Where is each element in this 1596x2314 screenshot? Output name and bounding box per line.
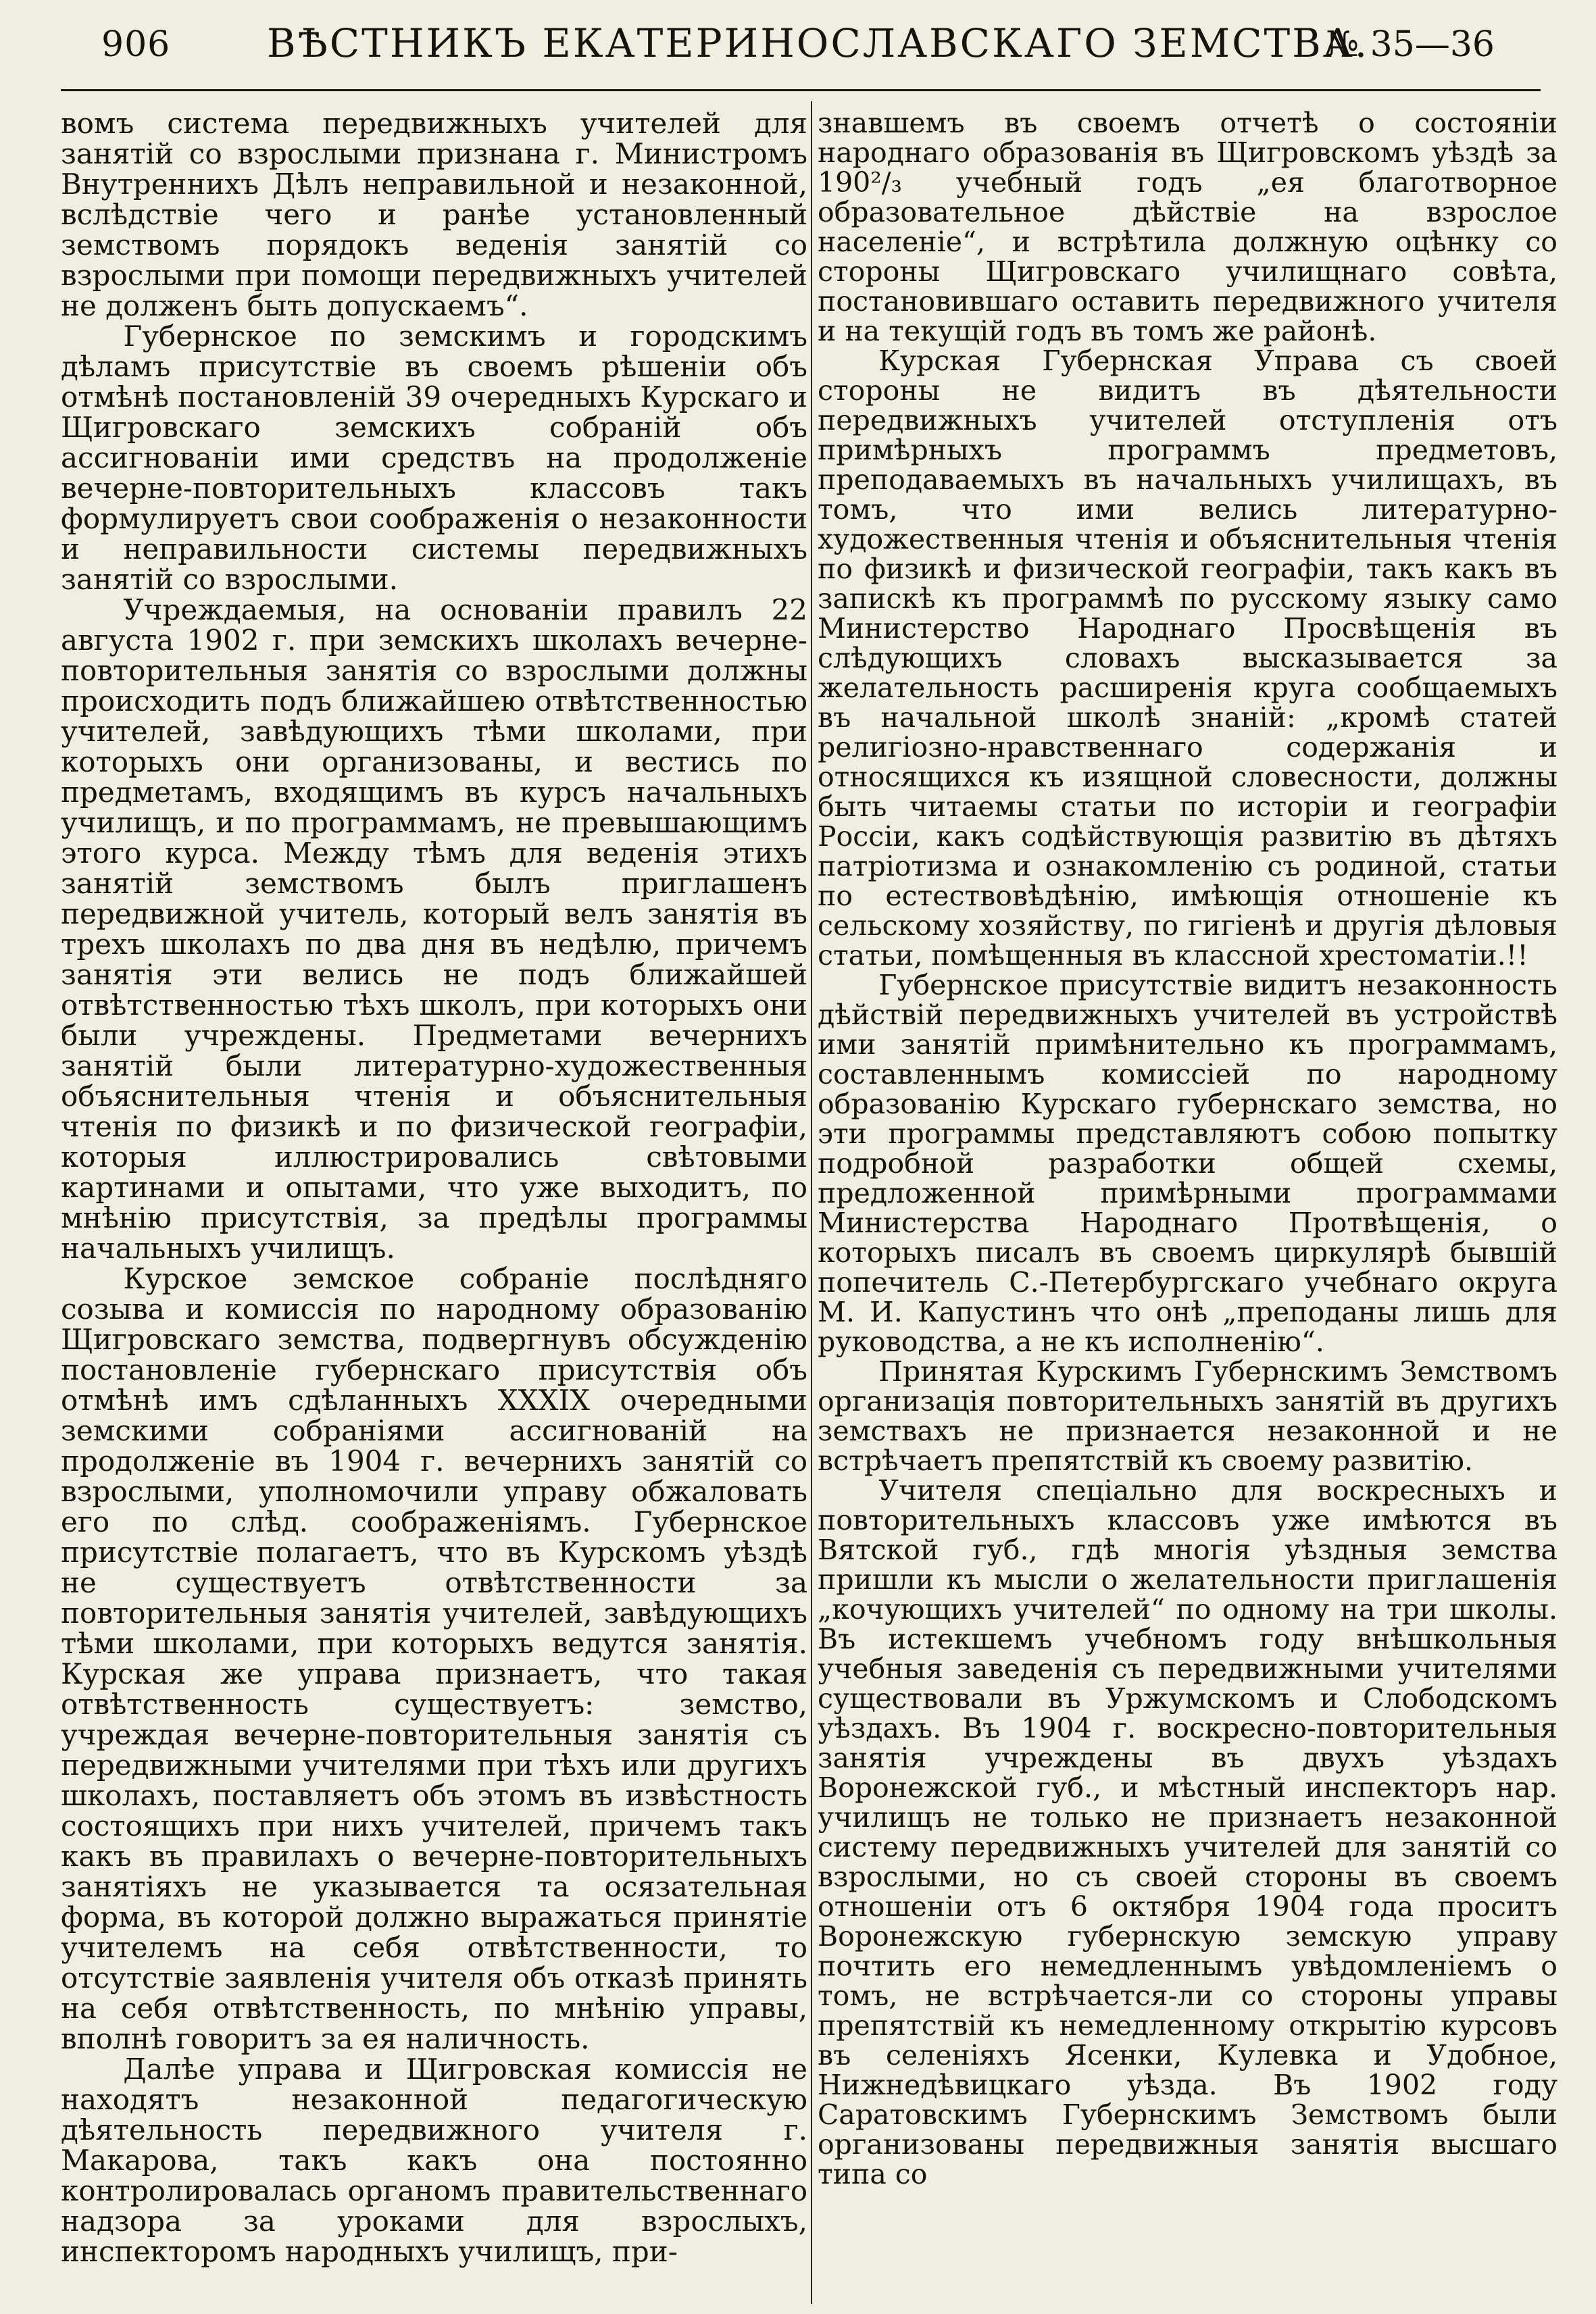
left-column [61, 108, 807, 2284]
right-paragraph-3: Губернское присутствіе видитъ незаконность дѣйствій передвижныхъ учителей въ устройствѣ ими занятій примѣнительно къ программамъ, составленнымъ комиссіей по народному образованію Курскаго губернскаго земства, но эти программы представляютъ собою попытку подробной разработки общей схемы, предложенной примѣрными программами Министерства Народнаго Протвѣщенія, о которыхъ писалъ въ своемъ циркулярѣ бывшій попечитель С.-Петербургскаго учебнаго округа М. И. Капустинъ что онѣ „преподаны лишь для руководства, а не къ исполненію“. [818, 969, 1557, 1358]
right-paragraph-1: знавшемъ въ своемъ отчетѣ о состояніи народнаго образованія въ Щигровскомъ уѣздѣ за 190²/₃ учебный годъ „ея благотворное образовательное дѣйствіе на взрослое населеніе“, и встрѣтила должную оцѣнку со стороны Щигровскаго училищнаго совѣта, постановившаго оставить передвижного учителя и на текущій годъ въ томъ же районѣ. [818, 108, 1557, 347]
right-paragraph-5: Учителя спеціально для воскресныхъ и повторительныхъ классовъ уже имѣются въ Вятской губ., гдѣ многія уѣздныя земства пришли къ мысли о желательности приглашенія „кочующихъ учителей“ по одному на три школы. Въ истекшемъ учебномъ году внѣшкольныя учебныя заведенія съ передвижными учителями существовали въ Уржумскомъ и Слободскомъ уѣздахъ. Въ 1904 г. воскресно-повторительныя занятія учреждены въ двухъ уѣздахъ Воронежской губ., и мѣстный инспекторъ нар. училищъ не только не признаетъ незаконной систему передвижныхъ учителей для занятій со взрослыми, но съ своей стороны въ своемъ отношеніи отъ 6 октября 1904 года проситъ Воронежскую губернскую земскую управу почтить его немедленнымъ увѣдомленіемъ о томъ, не встрѣчается-ли со стороны управы препятствій къ немедленному открытію курсовъ въ селеніяхъ Ясенки, Кулевка и Удобное, Нижнедѣвицкаго уѣзда. Въ 1902 году Саратовскимъ Губернскимъ Земствомъ были организованы передвижныя занятія высшаго типа со [818, 1474, 1557, 2190]
left-paragraph-3: Учреждаемыя, на основаніи правилъ 22 августа 1902 г. при земскихъ школахъ вечерне-повторительныя занятія со взрослыми должны происходить подъ ближайшею отвѣтственностью учителей, завѣдующихъ тѣми школами, при которыхъ они организованы, и вестись по предметамъ, входящимъ въ курсъ начальныхъ училищъ, и по программамъ, не превышающимъ этого курса. Между тѣмъ для веденія этихъ занятій земствомъ былъ приглашенъ передвижной учитель, который велъ занятія въ трехъ школахъ по два дня въ недѣлю, причемъ занятія эти велись не подъ ближайшей отвѣтственностью тѣхъ школъ, при которыхъ они были учреждены. Предметами вечернихъ занятій были литературно-художественныя объяснительныя чтенія и объяснительныя чтенія по физикѣ и по физической географіи, которыя иллюстрировались свѣтовыми картинами и опытами, что уже выходитъ, по мнѣнію присутствія, за предѣлы программы начальныхъ училищъ. [61, 593, 807, 1265]
left-paragraph-4: Курское земское собраніе послѣдняго созыва и комиссія по народному образованію Щигровскаго земства, подвергнувъ обсужденію постановленіе губернскаго присутствія объ отмѣнѣ имъ сдѣланныхъ XXXIX очередными земскими собраніями ассигнованій на продолженіе въ 1904 г. вечернихъ занятій со взрослыми, уполномочили управу обжаловать его по слѣд. соображеніямъ. Губернское присутствіе полагаетъ, что въ Курскомъ уѣздѣ не существуетъ отвѣтственности за повторительныя занятія учителей, завѣдующихъ тѣми школами, при которыхъ ведутся занятія. Курская же управа признаетъ, что такая отвѣтственность существуетъ: земство, учреждая вечерне-повторительныя занятія съ передвижными учителями при тѣхъ или другихъ школахъ, поставляетъ объ этомъ въ извѣстность состоящихъ при нихъ учителей, причемъ такъ какъ въ правилахъ о вечерне-повторительныхъ занятіяхъ не указывается та осязательная форма, въ которой должно выражаться принятіе учителемъ на себя отвѣтственности, то отсутствіе заявленія учителя объ отказѣ принять на себя отвѣтственность, по мнѣнію управы, вполнѣ говоритъ за ея наличность. [61, 1262, 807, 2055]
right-column [818, 108, 1557, 2284]
journal-title: ВѢСТНИКЪ ЕКАТЕРИНОСЛАВСКАГО ЗЕМСТВА. [267, 20, 1370, 66]
left-paragraph-2: Губернское по земскимъ и городскимъ дѣламъ присутствіе въ своемъ рѣшеніи объ отмѣнѣ постановленій 39 очередныхъ Курскаго и Щигровскаго земскихъ собраній объ ассигнованіи ими средствъ на продолженіе вечерне-повторительныхъ классовъ такъ формулируетъ свои соображенія о незаконности и неправильности системы передвижныхъ занятій со взрослыми. [61, 320, 807, 596]
left-paragraph-5: Далѣе управа и Щигровская комиссія не находятъ незаконной педагогическую дѣятельность передвижного учителя г. Макарова, такъ какъ она постоянно контролировалась органомъ правительственнаго надзора за уроками для взрослыхъ, инспекторомъ народныхъ училищъ, при- [61, 2053, 807, 2268]
page-header [0, 0, 1596, 91]
issue-number: № 35—36 [1325, 24, 1495, 65]
column-divider [811, 101, 812, 2304]
right-paragraph-2: Курская Губернская Управа съ своей стороны не видитъ въ дѣятельности передвижныхъ учителей отступленія отъ примѣрныхъ программъ предметовъ, преподаваемыхъ въ начальныхъ училищахъ, въ томъ, что ими велись литературно-художественныя чтенія и объяснительныя чтенія по физикѣ и физической географіи, такъ какъ въ запискѣ къ программѣ по русскому языку само Министерство Народнаго Просвѣщенія въ слѣдующихъ словахъ высказывается за желательность расширенія круга сообщаемыхъ въ начальной школѣ знаній: „кромѣ статей религіозно-нравственнаго содержанія и относящихся къ изящной словесности, должны быть читаемы статьи по исторіи и географіи Россіи, какъ содѣйствующія развитію въ дѣтяхъ патріотизма и ознакомленію съ родиной, статьи по естествовѣдѣнію, имѣющія отношеніе къ сельскому хозяйству, по гигіенѣ и другія дѣловыя статьи, помѣщенныя въ классной хрестоматіи.!! [818, 345, 1557, 972]
left-paragraph-1: вомъ система передвижныхъ учителей для занятій со взрослыми признана г. Министромъ Внутреннихъ Дѣлъ неправильной и незаконной, вслѣдствіе чего и ранѣе установленный земствомъ порядокъ веденія занятій со взрослыми при помощи передвижныхъ учителей не долженъ быть допускаемъ“. [61, 108, 807, 322]
right-paragraph-4: Принятая Курскимъ Губернскимъ Земствомъ организація повторительныхъ занятій въ другихъ земствахъ не признается незаконной и не встрѣчаетъ препятствій къ своему развитію. [818, 1355, 1557, 1477]
header-rule [61, 89, 1541, 91]
page-number: 906 [101, 24, 171, 65]
